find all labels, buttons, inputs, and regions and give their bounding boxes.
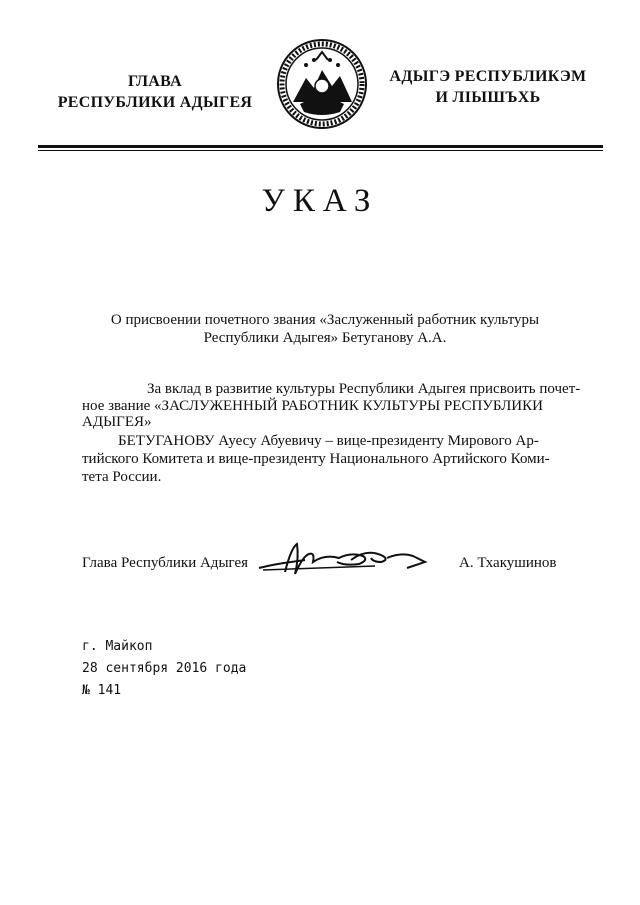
adygea-coat-of-arms-icon <box>276 38 368 130</box>
handwritten-signature <box>255 538 430 580</box>
header-right <box>378 66 598 108</box>
body-p2-line-3: тета России. <box>82 469 162 485</box>
header-right-line2: И ЛІЫШЪХЬ <box>435 89 541 106</box>
header-left-line2: РЕСПУБЛИКИ АДЫГЕЯ <box>57 94 253 111</box>
footer-date: 28 сентября 2016 года <box>82 661 247 676</box>
body-p2-line-1: БЕТУГАНОВУ Ауесу Абуевичу – вице-президенту Мирового Ар- <box>118 433 539 449</box>
header-left-line1: ГЛАВА <box>128 73 182 90</box>
subject-line-1: О присвоении почетного звания «Заслуженный работник культуры <box>110 312 540 328</box>
footer-number: № 141 <box>82 683 122 698</box>
subject-line-2: Республики Адыгея» Бетуганову А.А. <box>203 330 447 346</box>
footer-city: г. Майкоп <box>82 639 153 654</box>
body-p1-line-1: За вклад в развитие культуры Республики Адыгея присвоить почет- <box>147 381 581 397</box>
header-divider-thin <box>38 150 603 151</box>
header-right-line1: АДЫГЭ РЕСПУБЛИКЭМ <box>389 68 587 85</box>
signatory-role: Глава Республики Адыгея <box>82 555 249 571</box>
body-p1-line-3: АДЫГЕЯ» <box>82 414 152 430</box>
header-divider-thick <box>38 145 603 148</box>
body-p1-line-2: ное звание «ЗАСЛУЖЕННЫЙ РАБОТНИК КУЛЬТУРЫ РЕСПУБЛИКИ <box>82 398 543 414</box>
body-p2-line-2: тийского Комитета и вице-президенту Национального Артийского Коми- <box>82 451 550 467</box>
document-title: УКАЗ <box>261 183 379 219</box>
header-left <box>40 71 270 113</box>
signatory-name: А. Тхакушинов <box>459 555 557 571</box>
